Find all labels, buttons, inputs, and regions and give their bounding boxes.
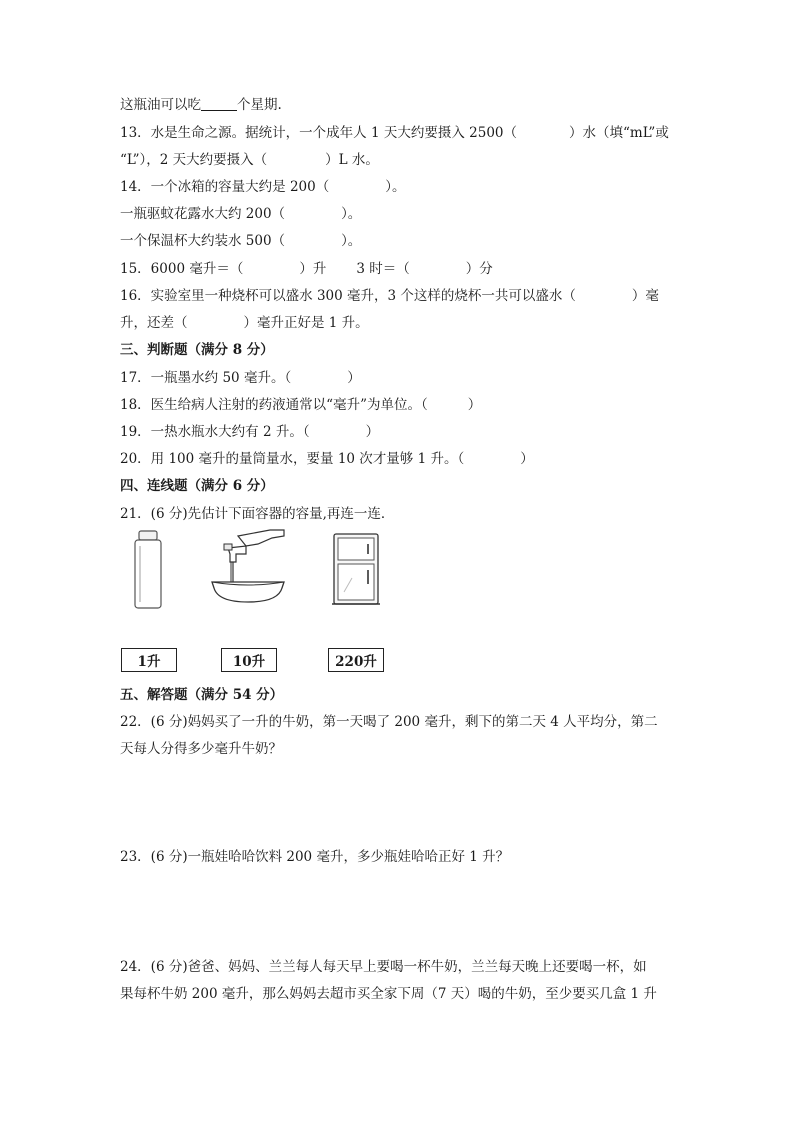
option-box-10-liters[interactable]: 10升: [221, 648, 277, 672]
bottle-icon: [132, 530, 164, 610]
answer-blank[interactable]: [201, 98, 237, 111]
section-5-heading: 五、解答题（满分 54 分）: [120, 687, 284, 703]
question-13-line2: “L”），2 天大约要摄入（ ）L 水。: [120, 152, 379, 168]
question-17: 17．一瓶墨水约 50 毫升。（ ）: [120, 370, 361, 386]
question-15: 15．6000 毫升＝（ ）升 3 时＝（ ）分: [120, 261, 493, 277]
question-18: 18．医生给病人注射的药液通常以“毫升”为单位。（ ）: [120, 397, 482, 413]
question-21: 21．(6 分)先估计下面容器的容量,再连一连．: [120, 506, 395, 522]
question-23: 23．(6 分)一瓶娃哈哈饮料 200 毫升，多少瓶娃哈哈正好 1 升？: [120, 849, 510, 865]
question-20: 20．用 100 毫升的量筒量水，要量 10 次才量够 1 升。（ ）: [120, 451, 534, 467]
refrigerator-icon: [330, 532, 382, 608]
question-14-line3: 一个保温杯大约装水 500（ ）。: [120, 233, 362, 249]
question-14-line2: 一瓶驱蚊花露水大约 200（ ）。: [120, 206, 362, 222]
question-22-line1: 22．(6 分)妈妈买了一升的牛奶，第一天喝了 200 毫升，剩下的第二天 4 人平均分，第二: [120, 714, 658, 730]
option-box-1-liter[interactable]: 1升: [121, 648, 177, 672]
question-22-line2: 天每人分得多少毫升牛奶？: [120, 741, 282, 757]
section-3-heading: 三、判断题（满分 8 分）: [120, 342, 274, 358]
faucet-basin-icon: [208, 528, 288, 608]
question-24-line1: 24．(6 分)爸爸、妈妈、兰兰每人每天早上要喝一杯牛奶，兰兰每天晚上还要喝一杯，如: [120, 959, 647, 975]
question-24-line2: 果每杯牛奶 200 毫升，那么妈妈去超市买全家下周（7 天）喝的牛奶，至少要买几盒 1 升: [120, 986, 657, 1002]
question-16-line1: 16．实验室里一种烧杯可以盛水 300 毫升，3 个这样的烧杯一共可以盛水（ ）毫: [120, 288, 659, 304]
question-13-line1: 13．水是生命之源。据统计，一个成年人 1 天大约要摄入 2500（ ）水（填“mL”或: [120, 125, 669, 141]
question-16-line2: 升，还差（ ）毫升正好是 1 升。: [120, 315, 369, 331]
line-oil: 这瓶油可以吃 个星期.: [120, 97, 282, 113]
question-14-line1: 14．一个冰箱的容量大约是 200（ ）。: [120, 179, 406, 195]
section-4-heading: 四、连线题（满分 6 分）: [120, 478, 274, 494]
question-19: 19．一热水瓶水大约有 2 升。（ ）: [120, 424, 380, 440]
option-box-220-liters[interactable]: 220升: [328, 648, 384, 672]
